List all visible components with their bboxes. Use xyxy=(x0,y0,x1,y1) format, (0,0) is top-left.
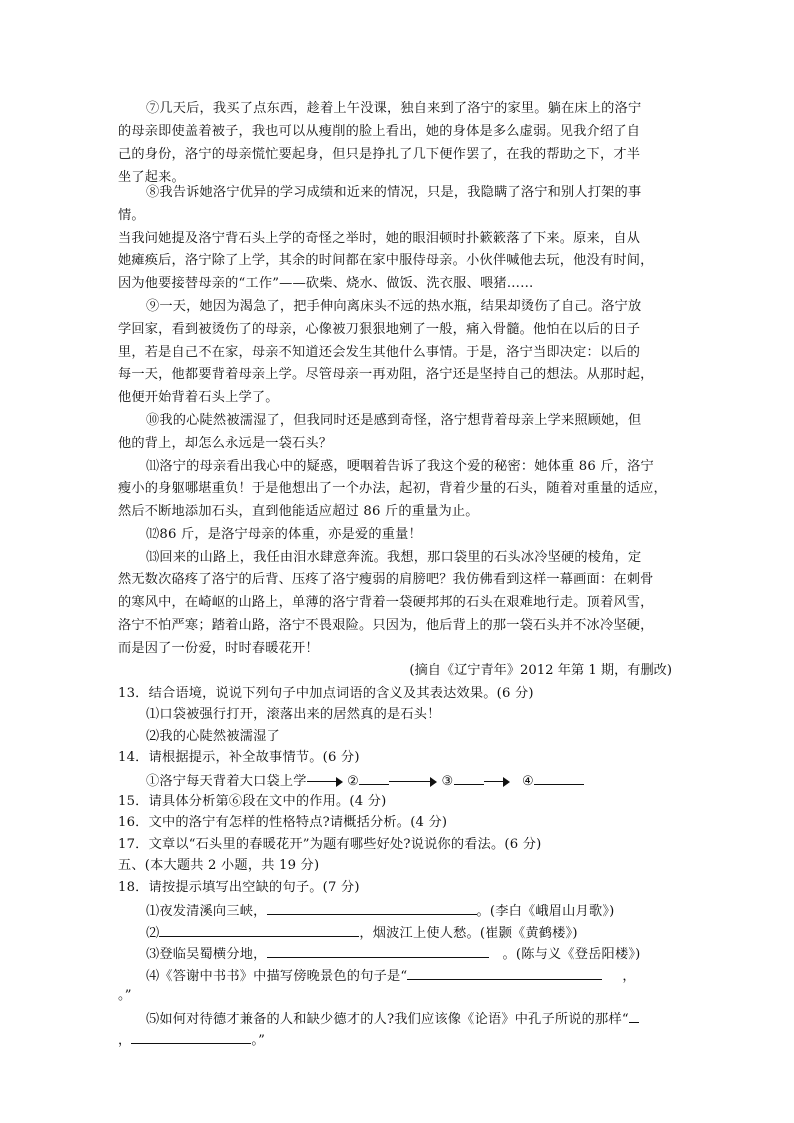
arrow-icon xyxy=(307,776,343,788)
passage-line: 每一天，他都要背着母亲上学。尽管母亲一再劝阻，洛宁还是坚持自己的想法。从那时起， xyxy=(118,367,654,382)
question-18-item-4: ⑷《答谢中书书》中描写傍晚景色的句子是“ ， xyxy=(146,966,636,986)
plot-step-3-blank[interactable] xyxy=(454,771,484,785)
question-18: 18．请按提示填写出空缺的句子。(7 分) xyxy=(118,880,360,895)
passage-line: 洛宁不怕严寒；踏着山路，洛宁不畏艰险。只因为，他后背上的那一袋石头并不冰冷坚硬， xyxy=(118,618,654,633)
passage-line: 然后不断地添加石头，直到他能适应超过 86 斤的重量为止。 xyxy=(118,504,479,519)
plot-step-1: ①洛宁每天背着大口袋上学 xyxy=(146,774,307,789)
passage-line: 当我问她提及洛宁背石头上学的奇怪之举时，她的眼泪顿时扑簌簌落了下来。原来，自从 xyxy=(118,231,641,246)
plot-step-3-number: ③ xyxy=(441,774,454,789)
plot-step-4-number: ④ xyxy=(521,774,534,789)
plot-step-2-blank[interactable] xyxy=(359,771,389,785)
passage-line: 而是因了一份爱，时时春暖花开！ xyxy=(118,641,319,656)
passage-line: ⒀回来的山路上，我任由泪水肆意奔流。我想，那口袋里的石头冰冷坚硬的棱角，定 xyxy=(146,550,642,565)
question-18-item-2: ⑵ ，烟波江上使人愁。(崔颢《黄鹤楼》) xyxy=(146,923,578,943)
passage-line: 因为他要接替母亲的“工作”——砍柴、烧水、做饭、洗衣服、喂猪…… xyxy=(118,276,534,291)
fill-blank[interactable] xyxy=(267,901,477,915)
fill-blank[interactable] xyxy=(407,966,602,980)
passage-line: 己的身份，洛宁的母亲慌忙要起身，但只是挣扎了几下便作罢了，在我的帮助之下，才半 xyxy=(118,147,641,162)
source-citation: (摘自《辽宁青年》2012 年第 1 期，有删改) xyxy=(409,663,672,678)
passage-line: 学回家，看到被烫伤了的母亲，心像被刀狠狠地剜了一般，痛入骨髓。他怕在以后的日子 xyxy=(118,322,641,337)
question-13-sentence-2: ⑵我的心陡然被濡湿了 xyxy=(146,729,280,744)
arrow-icon xyxy=(389,776,437,788)
passage-line: 她瘫痪后，洛宁除了上学，其余的时间都在家中服侍母亲。小伙伴喊他去玩，他没有时间， xyxy=(118,253,654,268)
plot-step-4-blank[interactable] xyxy=(534,771,584,785)
passage-line: 瘦小的身躯哪堪重负！于是他想出了一个办法，起初，背着少量的石头，随着对重量的适应， xyxy=(118,481,667,496)
question-18-item-4-end: 。” xyxy=(118,988,132,1003)
section-five-heading: 五、(本大题共 2 小题，共 19 分) xyxy=(118,858,320,873)
passage-line: 他的背上，却怎么永远是一袋石头？ xyxy=(118,436,333,451)
plot-step-2-number: ② xyxy=(347,774,360,789)
question-17: 17．文章以“石头里的春暖花开”为题有哪些好处?说说你的看法。(6 分) xyxy=(118,837,542,852)
question-18-item-5-end: ， 。” xyxy=(118,1030,265,1050)
passage-line: 坐了起来。 xyxy=(118,170,185,185)
question-18-item-3: ⑶登临吴蜀横分地， 。(陈与义《登岳阳楼》) xyxy=(146,944,640,964)
fill-blank[interactable] xyxy=(267,944,489,958)
question-13-sentence-1: ⑴口袋被强行打开，滚落出来的居然真的是石头！ xyxy=(146,707,441,722)
arrow-icon xyxy=(484,776,510,788)
passage-line: ⑨一天，她因为渴急了，把手伸向离床头不远的热水瓶，结果却烫伤了自己。洛宁放 xyxy=(146,299,642,314)
passage-line: ⑩我的心陡然被濡湿了，但我同时还是感到奇怪，洛宁想背着母亲上学来照顾她，但 xyxy=(146,413,642,428)
passage-line: 的母亲即使盖着被子，我也可以从瘦削的脸上看出，她的身体是多么虚弱。见我介绍了自 xyxy=(118,124,641,139)
passage-line: ⑦几天后，我买了点东西，趁着上午没课，独自来到了洛宁的家里。躺在床上的洛宁 xyxy=(146,101,642,116)
question-14-flow xyxy=(146,771,584,791)
passage-line: 然无数次硌疼了洛宁的后背、压疼了洛宁瘦弱的肩膀吧？我仿佛看到这样一幕画面：在刺骨 xyxy=(118,572,654,587)
passage-line: ⑾洛宁的母亲看出我心中的疑惑，哽咽着告诉了我这个爱的秘密：她体重 86 斤，洛宁 xyxy=(146,459,654,474)
passage-line: ⑿86 斤，是洛宁母亲的体重，亦是爱的重量！ xyxy=(146,527,422,542)
fill-blank[interactable] xyxy=(159,923,359,937)
fill-blank[interactable] xyxy=(131,1030,251,1044)
passage-line: 他便开始背着石头上学了。 xyxy=(118,390,279,405)
question-18-item-5: ⑸如何对待德才兼备的人和缺少德才的人?我们应该像《论语》中孔子所说的那样“ xyxy=(146,1009,639,1029)
question-15: 15．请具体分析第⑥段在文中的作用。(4 分) xyxy=(118,794,387,809)
passage-line: 情。 xyxy=(118,208,145,223)
passage-line: 里，若是自己不在家，母亲不知道还会发生其他什么事情。于是，洛宁当即决定：以后的 xyxy=(118,345,641,360)
question-16: 16．文中的洛宁有怎样的性格特点?请概括分析。(4 分) xyxy=(118,815,448,830)
question-13: 13．结合语境，说说下列句子中加点词语的含义及其表达效果。(6 分) xyxy=(118,686,534,701)
passage-line: 的寒风中，在崎岖的山路上，单薄的洛宁背着一袋硬邦邦的石头在艰难地行走。顶着风雪， xyxy=(118,595,654,610)
fill-blank[interactable] xyxy=(629,1009,639,1023)
question-14: 14．请根据提示，补全故事情节。(6 分) xyxy=(118,750,360,765)
question-18-item-1: ⑴夜发清溪向三峡， 。(李白《峨眉山月歌》) xyxy=(146,901,614,921)
passage-line: ⑧我告诉她洛宁优异的学习成绩和近来的情况，只是，我隐瞒了洛宁和别人打架的事 xyxy=(146,185,642,200)
